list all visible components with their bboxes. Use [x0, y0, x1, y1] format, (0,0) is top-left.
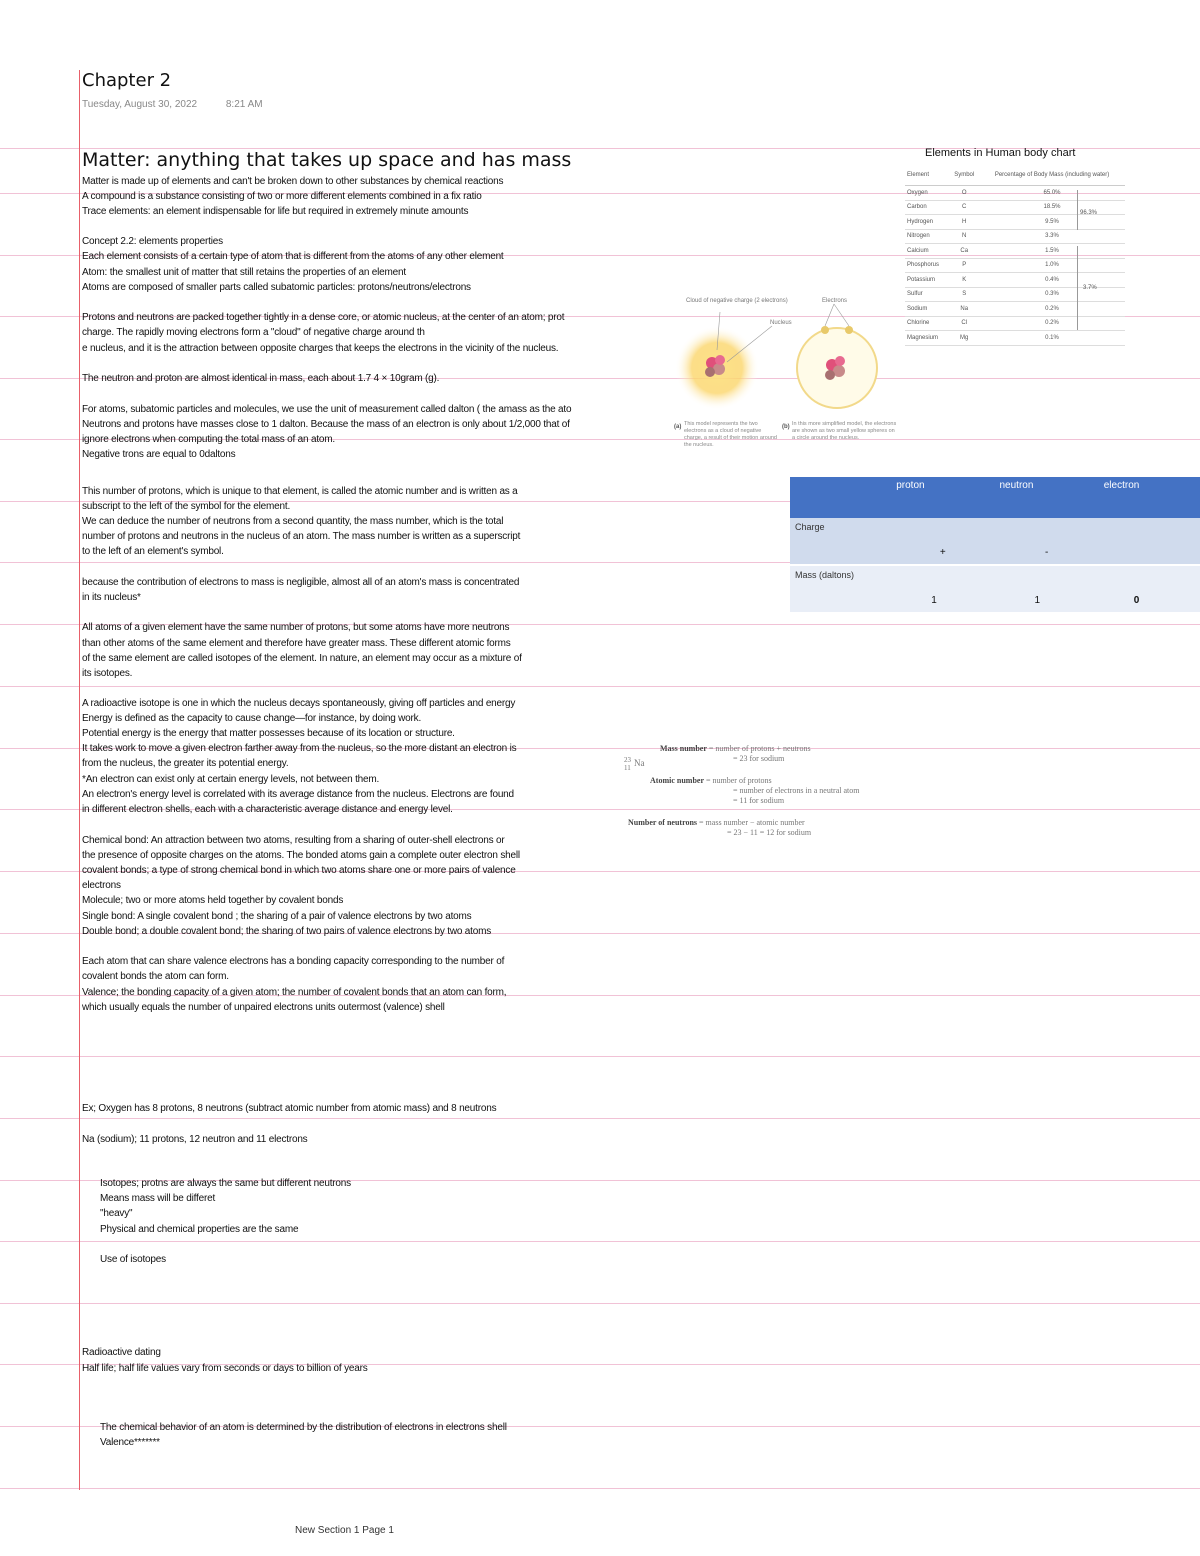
note-line: number of protons and neutrons in the nucleus of an atom. The mass number is written as a superscript [82, 531, 521, 542]
ptable-cell: + [891, 518, 994, 565]
note-line: Molecule; two or more atoms held together by covalent bonds [82, 895, 344, 906]
body-table-row [905, 331, 1125, 346]
caption-b-tag: (b) [782, 424, 790, 430]
note-line: ignore electrons when computing the total mass of an atom. [82, 434, 335, 445]
body-table-row [905, 302, 1125, 317]
body-table-row [905, 229, 1125, 244]
body-table-cell: 1.0% [979, 258, 1125, 273]
note-line: subscript to the left of the symbol for the element. [82, 501, 291, 512]
body-table-cell: Carbon [905, 200, 949, 215]
ptable-cell: - [994, 518, 1098, 565]
note-line: The chemical behavior of an atom is determined by the distribution of electrons in electrons shell [100, 1422, 507, 1433]
mass-number-figure [622, 740, 892, 840]
note-line: of the same element are called isotopes of the element. In nature, an element may occur as a mixture of [82, 653, 522, 664]
ptable-cell: 1 [891, 565, 994, 613]
note-line: because the contribution of electrons to mass is negligible, almost all of an atom's mass is concentrated [82, 577, 520, 588]
caption-b: In this more simplified model, the electrons are shown as two small yellow spheres on a circle around the nucleus. [792, 421, 897, 441]
neutron-def: = mass number − atomic number [699, 818, 805, 827]
body-table-cell: 0.1% [979, 331, 1125, 346]
body-table-row [905, 258, 1125, 273]
electron-b1 [821, 326, 829, 334]
body-table-row [905, 215, 1125, 230]
page-title: Chapter 2 [82, 70, 172, 91]
body-chart-title: Elements in Human body chart [925, 147, 1076, 159]
page-footer: New Section 1 Page 1 [295, 1525, 394, 1536]
note-line: Protons and neutrons are packed together tightly in a dense core, or atomic nucleus, at the center of an atom; prot [82, 312, 565, 323]
note-line: e nucleus, and it is the attraction between opposite charges that keeps the electrons in the vicinity of the nucleus. [82, 343, 559, 354]
note-line: All atoms of a given element have the same number of protons, but some atoms have more neutrons [82, 622, 510, 633]
label-cloud: Cloud of negative charge (2 electrons) [686, 298, 788, 304]
note-line: which usually equals the number of unpaired electrons units outermost (valence) shell [82, 1002, 445, 1013]
note-line: Concept 2.2: elements properties [82, 236, 223, 247]
atomic-sodium: = 11 for sodium [733, 796, 785, 805]
body-table-cell: H [949, 215, 979, 230]
note-line: We can deduce the number of neutrons from a second quantity, the mass number, which is the total [82, 516, 504, 527]
body-table-cell: S [949, 287, 979, 302]
note-line: Chemical bond: An attraction between two atoms, resulting from a sharing of outer-shell electrons or [82, 835, 505, 846]
rule-line [0, 1488, 1200, 1489]
ptable-header-proton: proton [891, 477, 994, 518]
body-table-row [905, 186, 1125, 201]
body-table-cell: Sulfur [905, 287, 949, 302]
page-date [82, 99, 289, 110]
note-line: in different electron shells, each with a characteristic average distance and energy level. [82, 804, 453, 815]
rule-line [0, 686, 1200, 687]
mass-number-label: Mass number [660, 744, 707, 753]
proton-a2 [715, 355, 725, 365]
ptable-corner [790, 477, 891, 518]
note-line: Double bond; a double covalent bond; the sharing of two pairs of valence electrons by two atoms [82, 926, 492, 937]
body-table-cell: Oxygen [905, 186, 949, 201]
ptable-cell: 1 [994, 565, 1098, 613]
rule-line [0, 1241, 1200, 1242]
body-table-cell: Calcium [905, 244, 949, 259]
note-line: "heavy" [100, 1208, 133, 1219]
neutron-a2 [705, 367, 715, 377]
body-table-cell: 18.5% [979, 200, 1125, 215]
atomic-number-label: Atomic number [650, 776, 704, 785]
note-line: Each atom that can share valence electrons has a bonding capacity corresponding to the number of [82, 956, 505, 967]
body-table-cell: K [949, 273, 979, 288]
note-line: For atoms, subatomic particles and molecules, we use the unit of measurement called dalton ( the amass as the ato [82, 404, 572, 415]
note-line: covalent bonds the atom can form. [82, 971, 229, 982]
note-line: Potential energy is the energy that matter possesses because of its location or structure. [82, 728, 455, 739]
mass-def: = number of protons + neutrons [708, 744, 811, 753]
note-line: Half life; half life values vary from seconds or days to billion of years [82, 1363, 368, 1374]
note-line: covalent bonds; a type of strong chemical bond in which two atoms share one or more pairs of valence [82, 865, 516, 876]
body-table-cell: Cl [949, 316, 979, 331]
note-line: Means mass will be differet [100, 1193, 216, 1204]
body-table-cell: Mg [949, 331, 979, 346]
atom-model-figure [672, 290, 897, 460]
body-table-cell: 1.5% [979, 244, 1125, 259]
body-table-cell: 0.4% [979, 273, 1125, 288]
note-line: the presence of opposite charges on the atoms. The bonded atoms gain a complete outer electron shell [82, 850, 520, 861]
note-line: Valence******* [100, 1437, 160, 1448]
body-table-cell: Chlorine [905, 316, 949, 331]
symbol-element: Na [634, 758, 645, 768]
note-line: Trace elements: an element indispensable for life but required in extremely minute amounts [82, 206, 469, 217]
note-line: Physical and chemical properties are the same [100, 1224, 299, 1235]
col-element: Element [905, 165, 949, 186]
note-line: charge. The rapidly moving electrons form a "cloud" of negative charge around th [82, 327, 425, 338]
rule-line [0, 1056, 1200, 1057]
atomic-def2: = number of electrons in a neutral atom [733, 786, 860, 795]
label-electrons: Electrons [822, 298, 848, 304]
symbol-mass: 23 [624, 756, 631, 764]
proton-b2 [835, 356, 845, 366]
note-line: An electron's energy level is correlated with its average distance from the nucleus. Electrons are found [82, 789, 514, 800]
col-percent: Percentage of Body Mass (including water) [979, 165, 1125, 186]
body-table-cell: Nitrogen [905, 229, 949, 244]
note-line: Isotopes; protns are always the same but different neutrons [100, 1178, 351, 1189]
ptable-cell [1099, 518, 1200, 565]
note-line: Na (sodium); 11 protons, 12 neutron and 11 electrons [82, 1134, 308, 1145]
group-b-label: 3.7% [1083, 285, 1097, 291]
margin-line [79, 70, 80, 1490]
body-table-cell: 9.5% [979, 215, 1125, 230]
body-elements-table [905, 165, 1125, 346]
note-line: from the nucleus, the greater its potential energy. [82, 758, 289, 769]
note-line: Atom: the smallest unit of matter that still retains the properties of an element [82, 267, 406, 278]
body-table-cell: Potassium [905, 273, 949, 288]
note-line: It takes work to move a given electron farther away from the nucleus, so the more distant an electron is [82, 743, 517, 754]
note-line: The neutron and proton are almost identical in mass, each about 1.7 4 × 10gram (g). [82, 373, 440, 384]
note-line: This number of protons, which is unique to that element, is called the atomic number and is written as a [82, 486, 518, 497]
note-line: A radioactive isotope is one in which the nucleus decays spontaneously, giving off particles and energy [82, 698, 516, 709]
ptable-row-charge: Charge [790, 518, 891, 565]
group-bracket-b [1073, 246, 1078, 330]
caption-a-tag: (a) [674, 424, 682, 430]
date-text: Tuesday, August 30, 2022 [82, 99, 198, 110]
body-table-cell: P [949, 258, 979, 273]
body-table-cell: Phosphorus [905, 258, 949, 273]
body-table-cell: 65.0% [979, 186, 1125, 201]
note-line: to the left of an element's symbol. [82, 546, 224, 557]
body-table-cell: Magnesium [905, 331, 949, 346]
ptable-row-mass: Mass (daltons) [790, 565, 891, 613]
neutron-b2 [825, 370, 835, 380]
note-line: *An electron can exist only at certain energy levels, not between them. [82, 774, 380, 785]
note-line: Radioactive dating [82, 1347, 161, 1358]
time-text: 8:21 AM [225, 99, 263, 110]
note-line: A compound is a substance consisting of two or more different elements combined in a fix ratio [82, 191, 482, 202]
body-table-cell: C [949, 200, 979, 215]
rule-line [0, 1118, 1200, 1119]
body-table-cell: 0.2% [979, 302, 1125, 317]
body-table-cell: O [949, 186, 979, 201]
note-line: its isotopes. [82, 668, 133, 679]
particle-table [790, 477, 1200, 614]
note-line: Single bond: A single covalent bond ; the sharing of a pair of valence electrons by two atoms [82, 911, 472, 922]
atomic-def: = number of protons [706, 776, 772, 785]
note-line: Negative trons are equal to 0daltons [82, 449, 236, 460]
neutron-number-label: Number of neutrons [628, 818, 698, 827]
body-table-cell: 3.3% [979, 229, 1125, 244]
note-line: than other atoms of the same element and therefore have greater mass. These different atomic forms [82, 638, 511, 649]
electron-b2 [845, 326, 853, 334]
body-table-row [905, 316, 1125, 331]
group-a-label: 96.3% [1080, 210, 1098, 216]
col-symbol: Symbol [949, 165, 979, 186]
note-line: Use of isotopes [100, 1254, 166, 1265]
ptable-header-electron: electron [1099, 477, 1200, 518]
symbol-atomic: 11 [624, 764, 631, 772]
neutron-sodium: = 23 − 11 = 12 for sodium [727, 828, 812, 837]
rule-line [0, 1303, 1200, 1304]
note-line: Valence; the bonding capacity of a given atom; the number of covalent bonds that an atom can form, [82, 987, 507, 998]
body-table-cell: 0.2% [979, 316, 1125, 331]
body-table-cell: Na [949, 302, 979, 317]
mass-sodium: = 23 for sodium [733, 754, 785, 763]
note-line: Energy is defined as the capacity to cause change—for instance, by doing work. [82, 713, 422, 724]
body-table-cell: Sodium [905, 302, 949, 317]
body-table-cell: Hydrogen [905, 215, 949, 230]
note-line: Atoms are composed of smaller parts called subatomic particles: protons/neutrons/electrons [82, 282, 471, 293]
body-table-cell: Ca [949, 244, 979, 259]
note-line: Neutrons and protons have masses close to 1 dalton. Because the mass of an electron is only about 1/2,000 that of [82, 419, 570, 430]
ptable-cell: 0 [1099, 565, 1200, 613]
body-table-cell: 0.3% [979, 287, 1125, 302]
label-nucleus: Nucleus [770, 320, 792, 326]
group-bracket [1073, 190, 1078, 230]
note-line: Matter is made up of elements and can't be broken down to other substances by chemical reactions [82, 176, 504, 187]
note-line: in its nucleus* [82, 592, 141, 603]
section-heading: Matter: anything that takes up space and has mass [82, 149, 572, 171]
note-line: Ex; Oxygen has 8 protons, 8 neutrons (subtract atomic number from atomic mass) and 8 neutrons [82, 1103, 497, 1114]
body-table-cell: N [949, 229, 979, 244]
body-table-row [905, 244, 1125, 259]
caption-a: This model represents the two electrons as a cloud of negative charge, a result of their motion around the nucleus. [684, 421, 777, 448]
note-line: electrons [82, 880, 121, 891]
note-line: Each element consists of a certain type of atom that is different from the atoms of any other element [82, 251, 504, 262]
ptable-header-neutron: neutron [994, 477, 1098, 518]
